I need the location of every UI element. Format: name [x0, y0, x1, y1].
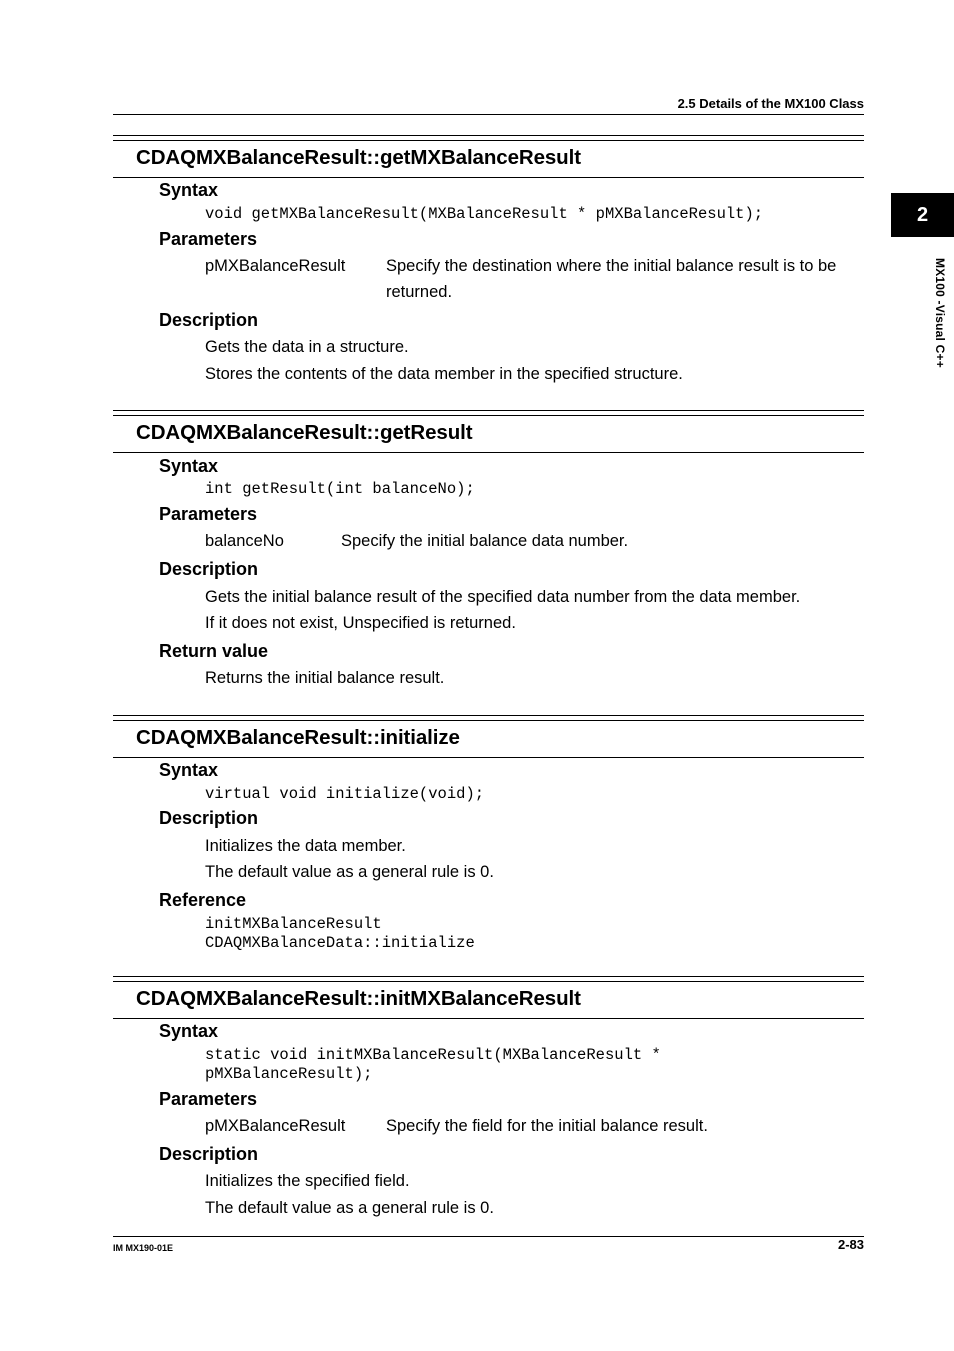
section-rule-top: [113, 415, 864, 416]
description-line: If it does not exist, Unspecified is returned.: [205, 614, 516, 632]
description-line: The default value as a general rule is 0.: [205, 1199, 494, 1217]
section-rule-bottom: [113, 177, 864, 178]
syntax-code: int getResult(int balanceNo);: [205, 480, 475, 498]
document-id: IM MX190-01E: [113, 1243, 174, 1253]
param-name: pMXBalanceResult: [205, 257, 346, 275]
section-rule-top: [113, 140, 864, 141]
description-line: Initializes the specified field.: [205, 1172, 410, 1190]
syntax-code: static void initMXBalanceResult(MXBalanceResult *: [205, 1046, 661, 1064]
param-desc: Specify the initial balance data number.: [341, 532, 629, 550]
description-line: Gets the initial balance result of the specified data number from the data member.: [205, 588, 801, 606]
syntax-code: void getMXBalanceResult(MXBalanceResult * pMXBalanceResult);: [205, 205, 764, 223]
running-header: 2.5 Details of the MX100 Class: [677, 96, 864, 111]
reference-link[interactable]: CDAQMXBalanceData::initialize: [205, 934, 475, 952]
section-rule-top: [113, 410, 864, 411]
section-rule-top: [113, 135, 864, 136]
reference-link[interactable]: initMXBalanceResult: [205, 915, 382, 933]
param-name: pMXBalanceResult: [205, 1117, 346, 1135]
description-line: The default value as a general rule is 0.: [205, 863, 494, 881]
reference-heading: Reference: [159, 890, 247, 910]
syntax-heading: Syntax: [159, 760, 219, 780]
param-desc: Specify the destination where the initial balance result is to be returned.: [386, 257, 837, 301]
syntax-heading: Syntax: [159, 456, 219, 476]
chapter-title-vertical: MX100 -Visual C++: [933, 257, 947, 368]
syntax-heading: Syntax: [159, 1021, 219, 1041]
section-rule-bottom: [113, 1018, 864, 1019]
syntax-code: virtual void initialize(void);: [205, 785, 485, 803]
footer-rule: [113, 1236, 864, 1237]
description-heading: Description: [159, 310, 259, 330]
section-rule-bottom: [113, 452, 864, 453]
description-line: Gets the data in a structure.: [205, 338, 409, 356]
return-value-text: Returns the initial balance result.: [205, 669, 445, 687]
parameters-heading: Parameters: [159, 229, 258, 249]
description-heading: Description: [159, 1144, 259, 1164]
header-rule: [113, 114, 864, 115]
param-desc: Specify the field for the initial balance result.: [386, 1117, 708, 1135]
section-title: CDAQMXBalanceResult::getResult: [136, 421, 473, 444]
description-line: Stores the contents of the data member in the specified structure.: [205, 365, 683, 383]
section-title: CDAQMXBalanceResult::getMXBalanceResult: [136, 146, 581, 169]
syntax-heading: Syntax: [159, 180, 219, 200]
parameters-heading: Parameters: [159, 504, 258, 524]
section-title: CDAQMXBalanceResult::initialize: [136, 726, 460, 749]
section-rule-top: [113, 715, 864, 716]
section-rule-top: [113, 720, 864, 721]
param-name: balanceNo: [205, 532, 284, 550]
section-rule-top: [113, 981, 864, 982]
page-number: 2-83: [837, 1237, 864, 1252]
section-rule-top: [113, 976, 864, 977]
description-line: Initializes the data member.: [205, 837, 406, 855]
chapter-number-tab: 2: [891, 193, 954, 237]
syntax-code: pMXBalanceResult);: [205, 1065, 373, 1083]
section-title: CDAQMXBalanceResult::initMXBalanceResult: [136, 987, 581, 1010]
description-heading: Description: [159, 559, 259, 579]
section-rule-bottom: [113, 757, 864, 758]
description-heading: Description: [159, 808, 259, 828]
return-value-heading: Return value: [159, 641, 269, 661]
parameters-heading: Parameters: [159, 1089, 258, 1109]
